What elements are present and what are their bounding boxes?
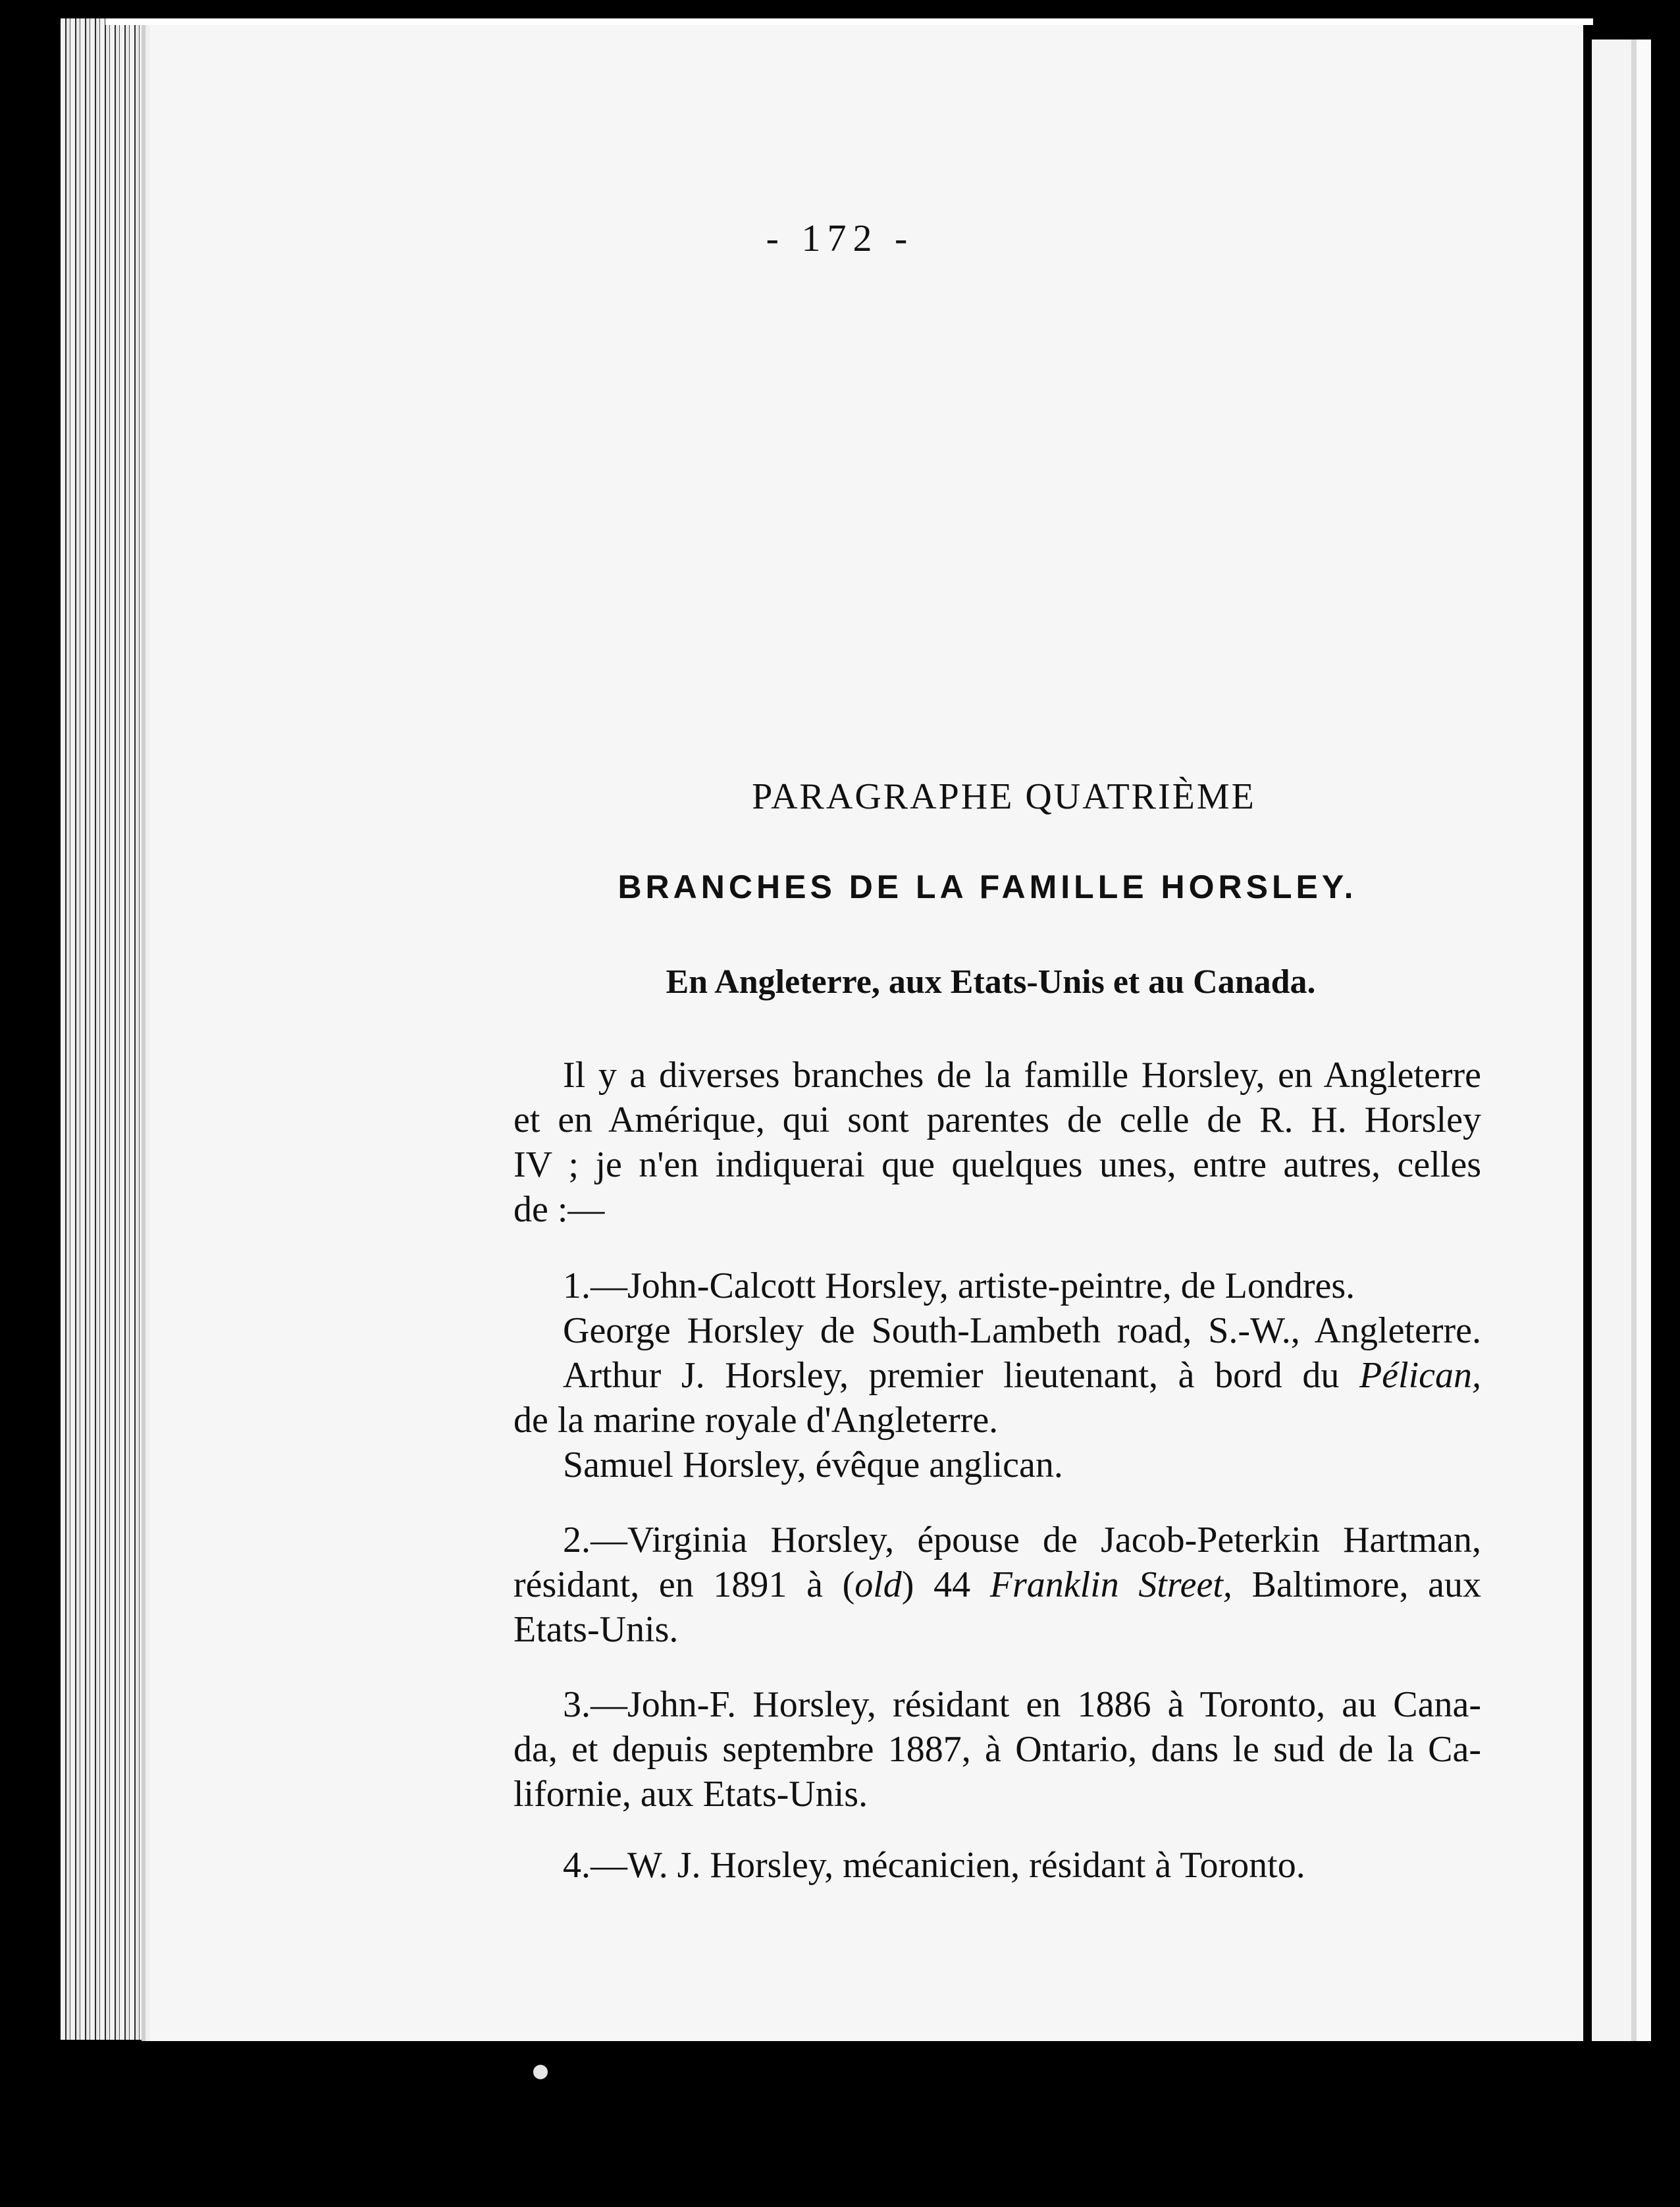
entry1-line-3 [563, 1354, 1481, 1397]
branches-heading: BRANCHES DE LA FAMILLE HORSLEY. [617, 868, 1357, 905]
entry1-line-1: 1.—John-Calcott Horsley, artiste-peintre, de Londres. [563, 1265, 1355, 1306]
entry2-text-c: Baltimore, aux [1232, 1564, 1481, 1605]
facing-page-edge [1592, 40, 1651, 2041]
entry3-line-3: lifornie, aux Etats-Unis. [513, 1774, 868, 1815]
paper-spot [533, 2065, 548, 2079]
intro-line-3: IV ; je n'en indiquerai que quelques unes, entre autres, celles [513, 1144, 1481, 1185]
entry3-line-1: 3.—John-F. Horsley, résidant en 1886 à Toronto, au Cana- [563, 1684, 1481, 1725]
page-number: - 172 - [766, 217, 914, 259]
entry2-line-1: 2.—Virginia Horsley, épouse de Jacob-Peterkin Hartman, [563, 1520, 1481, 1560]
intro-line-4: de :— [513, 1189, 605, 1230]
entry1-line-2: George Horsley de South-Lambeth road, S.-W., Angleterre. [563, 1310, 1481, 1351]
intro-line-1: Il y a diverses branches de la famille Horsley, en Angleterre [563, 1055, 1481, 1096]
entry2-line-3: Etats-Unis. [513, 1609, 679, 1650]
intro-line-2: et en Amérique, qui sont parentes de celle de R. H. Horsley [513, 1100, 1481, 1140]
entry2-line-2 [513, 1563, 1481, 1607]
entry1-line-5: Samuel Horsley, évêque anglican. [563, 1445, 1063, 1485]
entry2-text-a: résidant, en 1891 à ( [513, 1564, 855, 1605]
arthur-prefix: Arthur J. Horsley, premier lieutenant, à bord du [563, 1355, 1359, 1396]
subheading: En Angleterre, aux Etats-Unis et au Canada. [666, 963, 1316, 1001]
page-top-edge [105, 18, 1593, 25]
ship-name: Pélican, [1359, 1355, 1481, 1396]
section-heading: PARAGRAPHE QUATRIÈME [752, 776, 1256, 817]
entry1-line-4: de la marine royale d'Angleterre. [513, 1400, 999, 1441]
entry3-line-2: da, et depuis septembre 1887, à Ontario, dans le sud de la Ca- [513, 1729, 1481, 1770]
entry2-street: Franklin Street, [989, 1564, 1232, 1605]
entry4-line: 4.—W. J. Horsley, mécanicien, résidant à Toronto. [563, 1845, 1305, 1886]
entry2-text-b: ) 44 [901, 1564, 990, 1605]
entry2-old: old [854, 1564, 902, 1605]
